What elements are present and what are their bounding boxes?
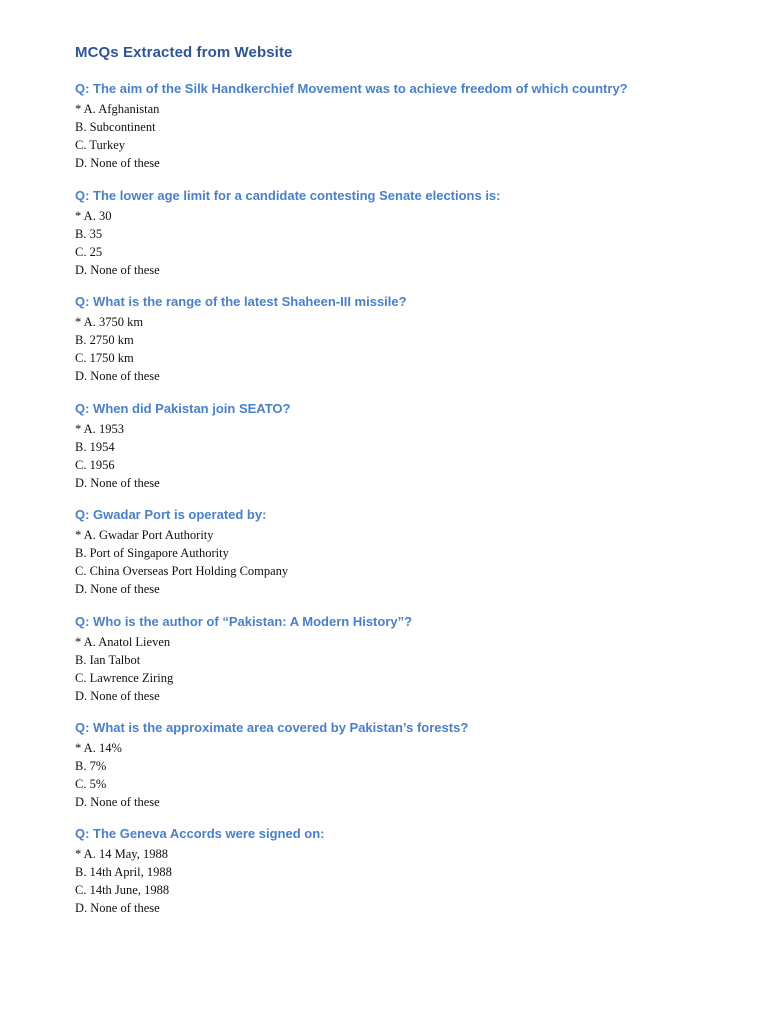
options-list — [75, 633, 735, 705]
question-block — [75, 293, 735, 385]
option-a: * A. 1953 — [75, 422, 124, 436]
option-d: D. None of these — [75, 156, 160, 170]
option-b: B. 1954 — [75, 440, 115, 454]
option-c: C. Lawrence Ziring — [75, 671, 174, 685]
option-c: C. China Overseas Port Holding Company — [75, 564, 289, 578]
option-c: C. Turkey — [75, 138, 126, 152]
question-block — [75, 613, 735, 705]
option-d: D. None of these — [75, 582, 160, 596]
option-b: B. Ian Talbot — [75, 653, 141, 667]
option-d: D. None of these — [75, 369, 160, 383]
question-block — [75, 506, 735, 598]
options-list — [75, 845, 735, 917]
option-b: B. 7% — [75, 759, 107, 773]
question-text: Q: The lower age limit for a candidate contesting Senate elections is: — [75, 188, 501, 203]
question-text: Q: The aim of the Silk Handkerchief Movement was to achieve freedom of which country? — [75, 81, 628, 96]
document-title: MCQs Extracted from Website — [75, 44, 293, 61]
option-d: D. None of these — [75, 901, 160, 915]
options-list — [75, 420, 735, 492]
question-text: Q: Who is the author of “Pakistan: A Modern History”? — [75, 614, 413, 629]
option-b: B. 14th April, 1988 — [75, 865, 172, 879]
option-c: C. 5% — [75, 777, 107, 791]
option-b: B. 2750 km — [75, 333, 134, 347]
option-a: * A. Anatol Lieven — [75, 635, 171, 649]
option-b: B. 35 — [75, 227, 103, 241]
question-block — [75, 187, 735, 279]
question-text: Q: When did Pakistan join SEATO? — [75, 401, 291, 416]
question-text: Q: Gwadar Port is operated by: — [75, 507, 267, 522]
options-list — [75, 100, 735, 172]
option-b: B. Port of Singapore Authority — [75, 546, 229, 560]
option-a: * A. Gwadar Port Authority — [75, 528, 214, 542]
question-text: Q: The Geneva Accords were signed on: — [75, 826, 325, 841]
option-c: C. 14th June, 1988 — [75, 883, 170, 897]
option-d: D. None of these — [75, 263, 160, 277]
option-a: * A. 30 — [75, 209, 112, 223]
option-c: C. 25 — [75, 245, 103, 259]
options-list — [75, 526, 735, 598]
question-text: Q: What is the approximate area covered by Pakistan’s forests? — [75, 720, 469, 735]
option-a: * A. 14 May, 1988 — [75, 847, 168, 861]
options-list — [75, 207, 735, 279]
option-c: C. 1750 km — [75, 351, 134, 365]
option-d: D. None of these — [75, 476, 160, 490]
options-list — [75, 313, 735, 385]
option-a: * A. 14% — [75, 741, 122, 755]
option-a: * A. 3750 km — [75, 315, 144, 329]
option-a: * A. Afghanistan — [75, 102, 160, 116]
question-block — [75, 719, 735, 811]
options-list — [75, 739, 735, 811]
question-block — [75, 400, 735, 492]
option-b: B. Subcontinent — [75, 120, 156, 134]
question-block — [75, 80, 735, 172]
option-c: C. 1956 — [75, 458, 115, 472]
question-block — [75, 825, 735, 917]
option-d: D. None of these — [75, 795, 160, 809]
option-d: D. None of these — [75, 689, 160, 703]
question-text: Q: What is the range of the latest Shaheen-III missile? — [75, 294, 407, 309]
